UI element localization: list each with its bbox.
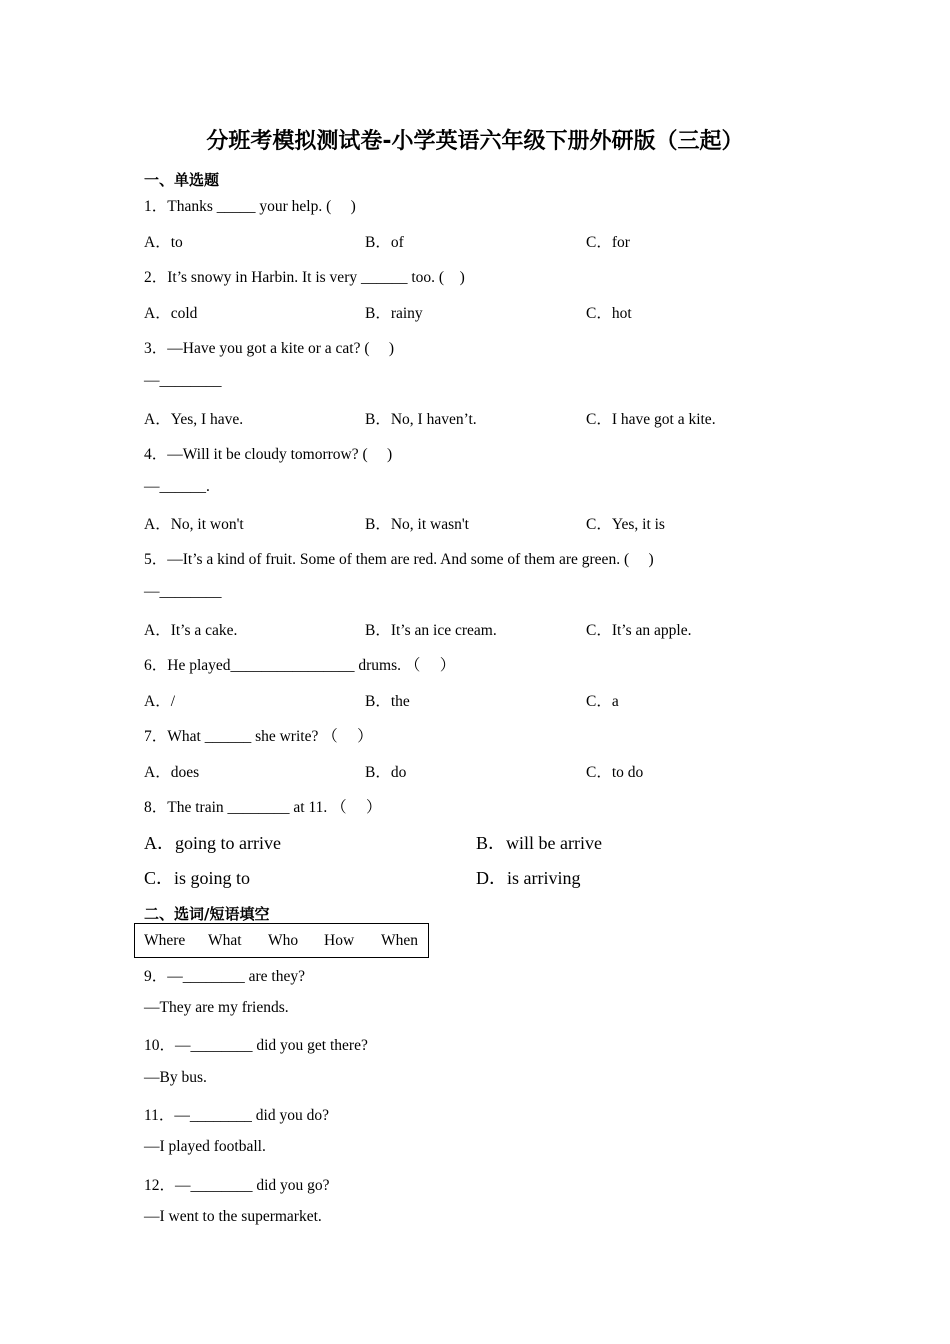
fill-answer: —They are my friends.: [144, 999, 289, 1016]
option-a: A．to: [144, 234, 183, 251]
question-stem: 6．He played________________ drums. （ ）: [144, 657, 456, 674]
question-stem: 2．It’s snowy in Harbin. It is very ______ too. ( ): [144, 269, 465, 286]
option-b: B．rainy: [365, 305, 423, 322]
option-a: A．Yes, I have.: [144, 411, 244, 428]
option-a: A．/: [144, 693, 176, 710]
option-d: D．is arriving: [476, 868, 581, 888]
option-c: C．a: [586, 693, 619, 710]
word-bank-item: Who: [268, 932, 299, 949]
option-c: C．It’s an apple.: [586, 622, 692, 639]
fill-question: 12．—________ did you go?: [144, 1177, 330, 1194]
option-a: A．does: [144, 764, 200, 781]
option-c: C．to do: [586, 764, 644, 781]
option-b: B．the: [365, 693, 410, 710]
option-c: C．Yes, it is: [586, 516, 665, 533]
question-stem: 5．—It’s a kind of fruit. Some of them are red. And some of them are green. ( ): [144, 551, 654, 568]
fill-answer: —By bus.: [144, 1069, 207, 1086]
section-heading-single-choice: 一、单选题: [144, 171, 220, 189]
fill-answer: —I went to the supermarket.: [144, 1208, 322, 1225]
option-b: B．will be arrive: [476, 833, 602, 853]
word-bank-item: Where: [144, 932, 186, 949]
word-bank-box: [134, 923, 429, 958]
question-stem: 7．What ______ she write? （ ）: [144, 728, 373, 745]
fill-question: 9．—________ are they?: [144, 968, 305, 985]
option-a: A．No, it won't: [144, 516, 244, 533]
option-c: C．I have got a kite.: [586, 411, 716, 428]
option-c: C．is going to: [144, 868, 251, 888]
option-a: A．cold: [144, 305, 198, 322]
option-c: C．for: [586, 234, 630, 251]
word-bank-item: What: [208, 932, 242, 949]
option-a: A．It’s a cake.: [144, 622, 238, 639]
fill-question: 11．—________ did you do?: [144, 1107, 329, 1124]
fill-answer: —I played football.: [144, 1138, 266, 1155]
word-bank-item: How: [324, 932, 355, 949]
answer-blank: —________: [144, 372, 222, 389]
option-b: B．No, it wasn't: [365, 516, 469, 533]
option-b: B．of: [365, 234, 404, 251]
answer-blank: —______.: [144, 478, 210, 495]
answer-blank: —________: [144, 583, 222, 600]
option-b: B．No, I haven’t.: [365, 411, 477, 428]
question-stem: 4．—Will it be cloudy tomorrow? ( ): [144, 446, 393, 463]
option-a: A．going to arrive: [144, 833, 281, 853]
page-title: 分班考模拟测试卷-小学英语六年级下册外研版（三起）: [206, 129, 744, 154]
word-bank-item: When: [381, 932, 419, 949]
question-stem: 1．Thanks _____ your help. ( ): [144, 198, 356, 215]
fill-question: 10．—________ did you get there?: [144, 1037, 368, 1054]
option-b: B．do: [365, 764, 407, 781]
option-b: B．It’s an ice cream.: [365, 622, 497, 639]
question-stem: 3．—Have you got a kite or a cat? ( ): [144, 340, 395, 357]
option-c: C．hot: [586, 305, 632, 322]
question-stem: 8．The train ________ at 11. （ ）: [144, 799, 382, 816]
section-heading-fill-in: 二、选词/短语填空: [144, 905, 270, 923]
